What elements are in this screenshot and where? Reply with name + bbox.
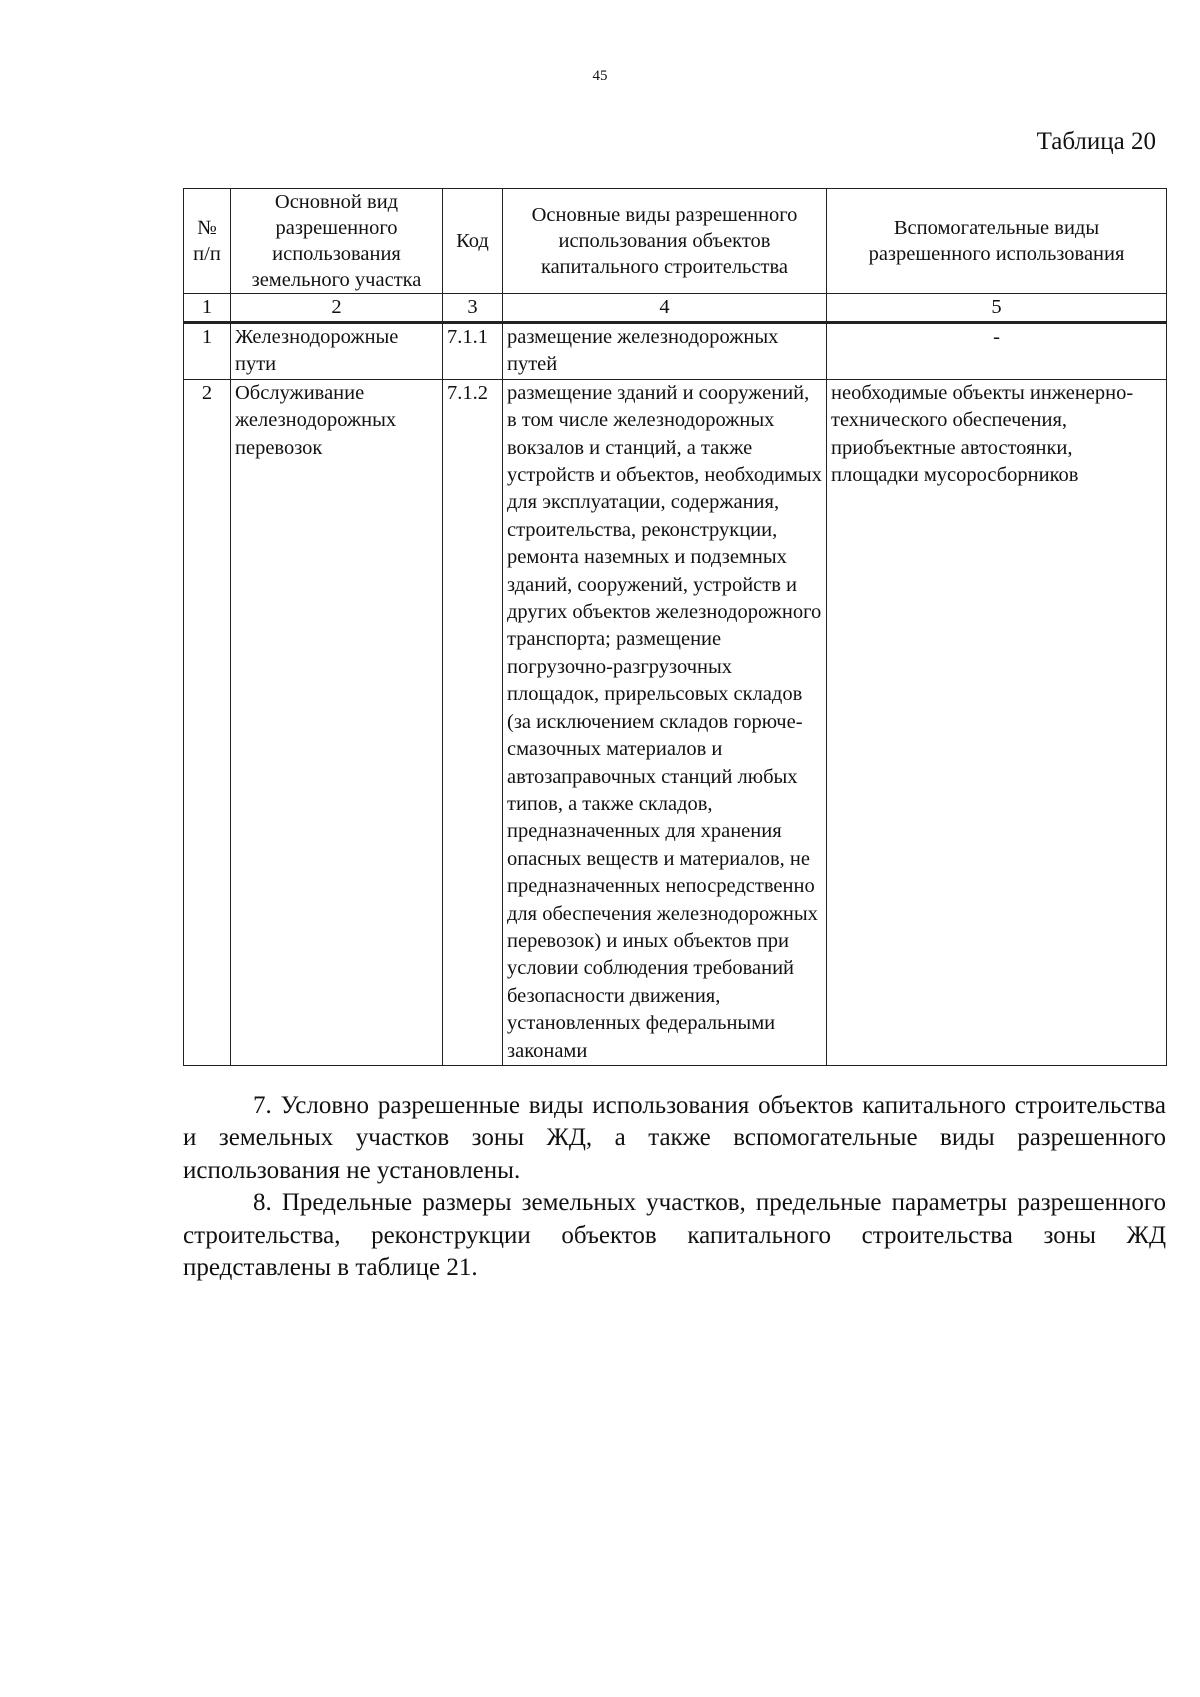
table-header-row <box>184 189 1167 294</box>
table-row <box>184 379 1167 1065</box>
code-cell: 7.1.1 <box>443 323 503 380</box>
paragraph-8: 8. Предельные размеры земельных участков, предельные параметры разрешенного строительства, реконструкции объектов капитального строительства зоны ЖД представлены в таблице 21. <box>183 1189 1166 1281</box>
header-land-use: Основной вид разрешенного использования земельного участка <box>231 189 443 294</box>
table-row <box>184 323 1167 380</box>
land-use-cell: Железнодорожные пути <box>231 323 443 380</box>
zoning-table <box>183 188 1167 1066</box>
main-uses-cell: размещение железнодорожных путей <box>503 323 827 380</box>
header-code: Код <box>443 189 503 294</box>
table-caption: Таблица 20 <box>1036 128 1156 155</box>
header-aux-uses: Вспомогательные виды разрешенного использования <box>827 189 1167 294</box>
header-main-uses: Основные виды разрешенного использования объектов капитального строительства <box>503 189 827 294</box>
column-number: 3 <box>443 294 503 323</box>
aux-uses-cell: необходимые объекты инженерно-технического обеспечения, приобъектные автостоянки, площадки мусоросборников <box>827 379 1167 1065</box>
header-number: № п/п <box>184 189 231 294</box>
main-uses-cell: размещение зданий и сооружений, в том числе железнодорожных вокзалов и станций, а также устройств и объектов, необходимых для эксплуатации, содержания, строительства, реконструкции, ремонта наземных и подземных зданий, сооружений, устройств и других объектов железнодорожного транспорта; размещение погрузочно-разгрузочных площадок, прирельсовых складов (за исключением складов горюче-смазочных материалов и автозаправочных станций любых типов, а также складов, предназначенных для хранения опасных веществ и материалов, не предназначенных непосредственно для обеспечения железнодорожных перевозок) и иных объектов при условии соблюдения требований безопасности движения, установленных федеральными законами <box>503 379 827 1065</box>
row-number: 2 <box>184 379 231 1065</box>
body-text <box>183 1090 1166 1284</box>
column-number: 1 <box>184 294 231 323</box>
aux-uses-cell: - <box>827 323 1167 380</box>
row-number: 1 <box>184 323 231 380</box>
column-number: 4 <box>503 294 827 323</box>
column-number: 5 <box>827 294 1167 323</box>
page-number: 45 <box>592 68 608 84</box>
paragraph-7: 7. Условно разрешенные виды использования объектов капитального строительства и земельных участков зоны ЖД, а также вспомогательные виды разрешенного использования не установлены. <box>183 1091 1166 1184</box>
column-number: 2 <box>231 294 443 323</box>
column-number-row <box>184 294 1167 323</box>
code-cell: 7.1.2 <box>443 379 503 1065</box>
land-use-cell: Обслуживание железнодорожных перевозок <box>231 379 443 1065</box>
